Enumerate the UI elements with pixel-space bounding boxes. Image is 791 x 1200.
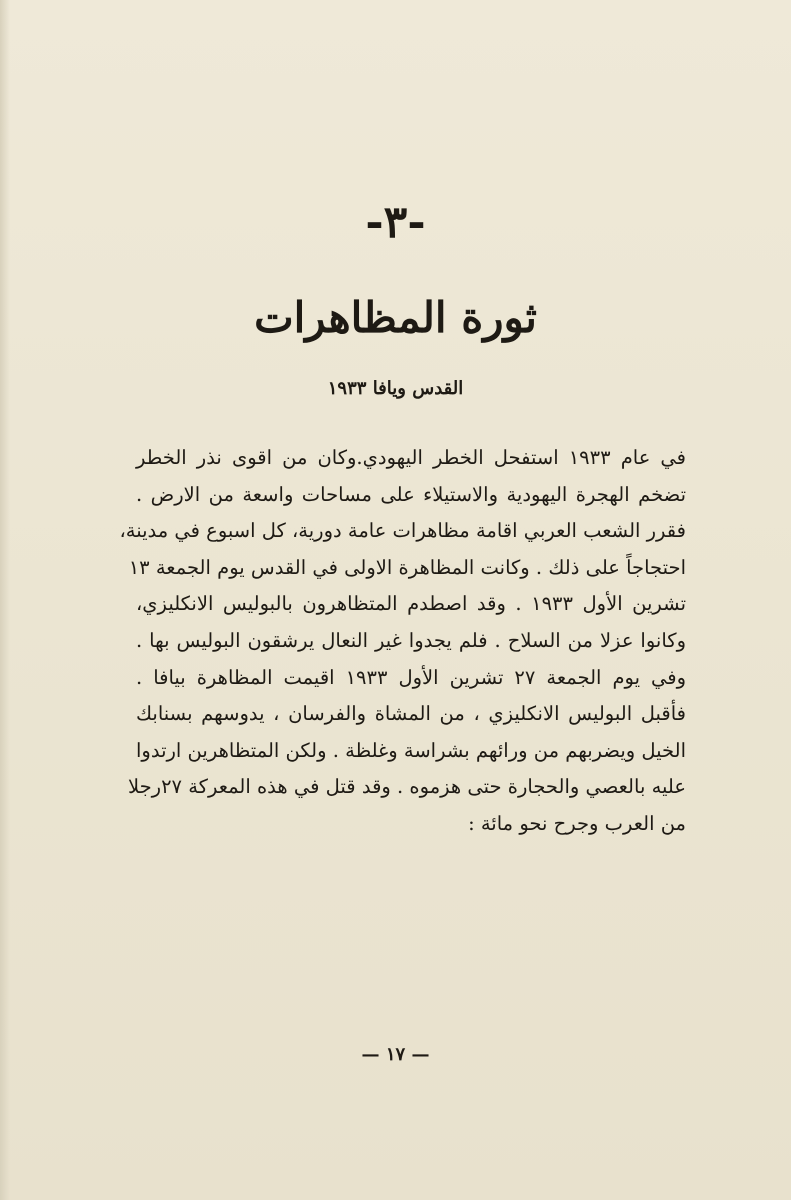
page-edge-shadow [0, 0, 10, 1200]
text-line: في عام ١٩٣٣ استفحل الخطر اليهودي.وكان من اقوى نذر الخطر [136, 446, 686, 469]
text-line: احتجاجاً على ذلك . وكانت المظاهرة الاولى في القدس يوم الجمعة ١٣ [128, 555, 686, 579]
text-line: من العرب وجرح نحو مائة : [468, 811, 686, 835]
chapter-subtitle: القدس ويافا ١٩٣٣ [327, 378, 464, 399]
text-line: وفي يوم الجمعة ٢٧ تشرين الأول ١٩٣٣ اقيمت المظاهرة بيافا . [136, 665, 686, 689]
text-line: تضخم الهجرة اليهودية والاستيلاء على مساحات واسعة من الارض . [136, 482, 686, 506]
body-paragraphs [119, 440, 686, 843]
text-line: وكانوا عزلا من السلاح . فلم يجدوا غير النعال يرشقون البوليس بها . [136, 628, 686, 652]
chapter-title: ثورة المظاهرات [254, 293, 537, 342]
text-line: فأقبل البوليس الانكليزي ، من المشاة والفرسان ، يدوسهم بسنابك [136, 702, 686, 726]
text-line: الخيل ويضربهم من ورائهم بشراسة وغلظة . ولكن المتظاهرين ارتدوا [136, 738, 686, 762]
chapter-number: -٣- [365, 197, 426, 248]
page-number: — ١٧ — [361, 1044, 430, 1065]
text-line: فقرر الشعب العربي اقامة مظاهرات عامة دورية، كل اسبوع في مدينة، [119, 519, 686, 543]
text-line: عليه بالعصي والحجارة حتى هزموه . وقد قتل في هذه المعركة ٢٧رجلا [127, 775, 686, 799]
text-line: تشرين الأول ١٩٣٣ . وقد اصطدم المتظاهرون بالبوليس الانكليزي، [136, 592, 686, 616]
